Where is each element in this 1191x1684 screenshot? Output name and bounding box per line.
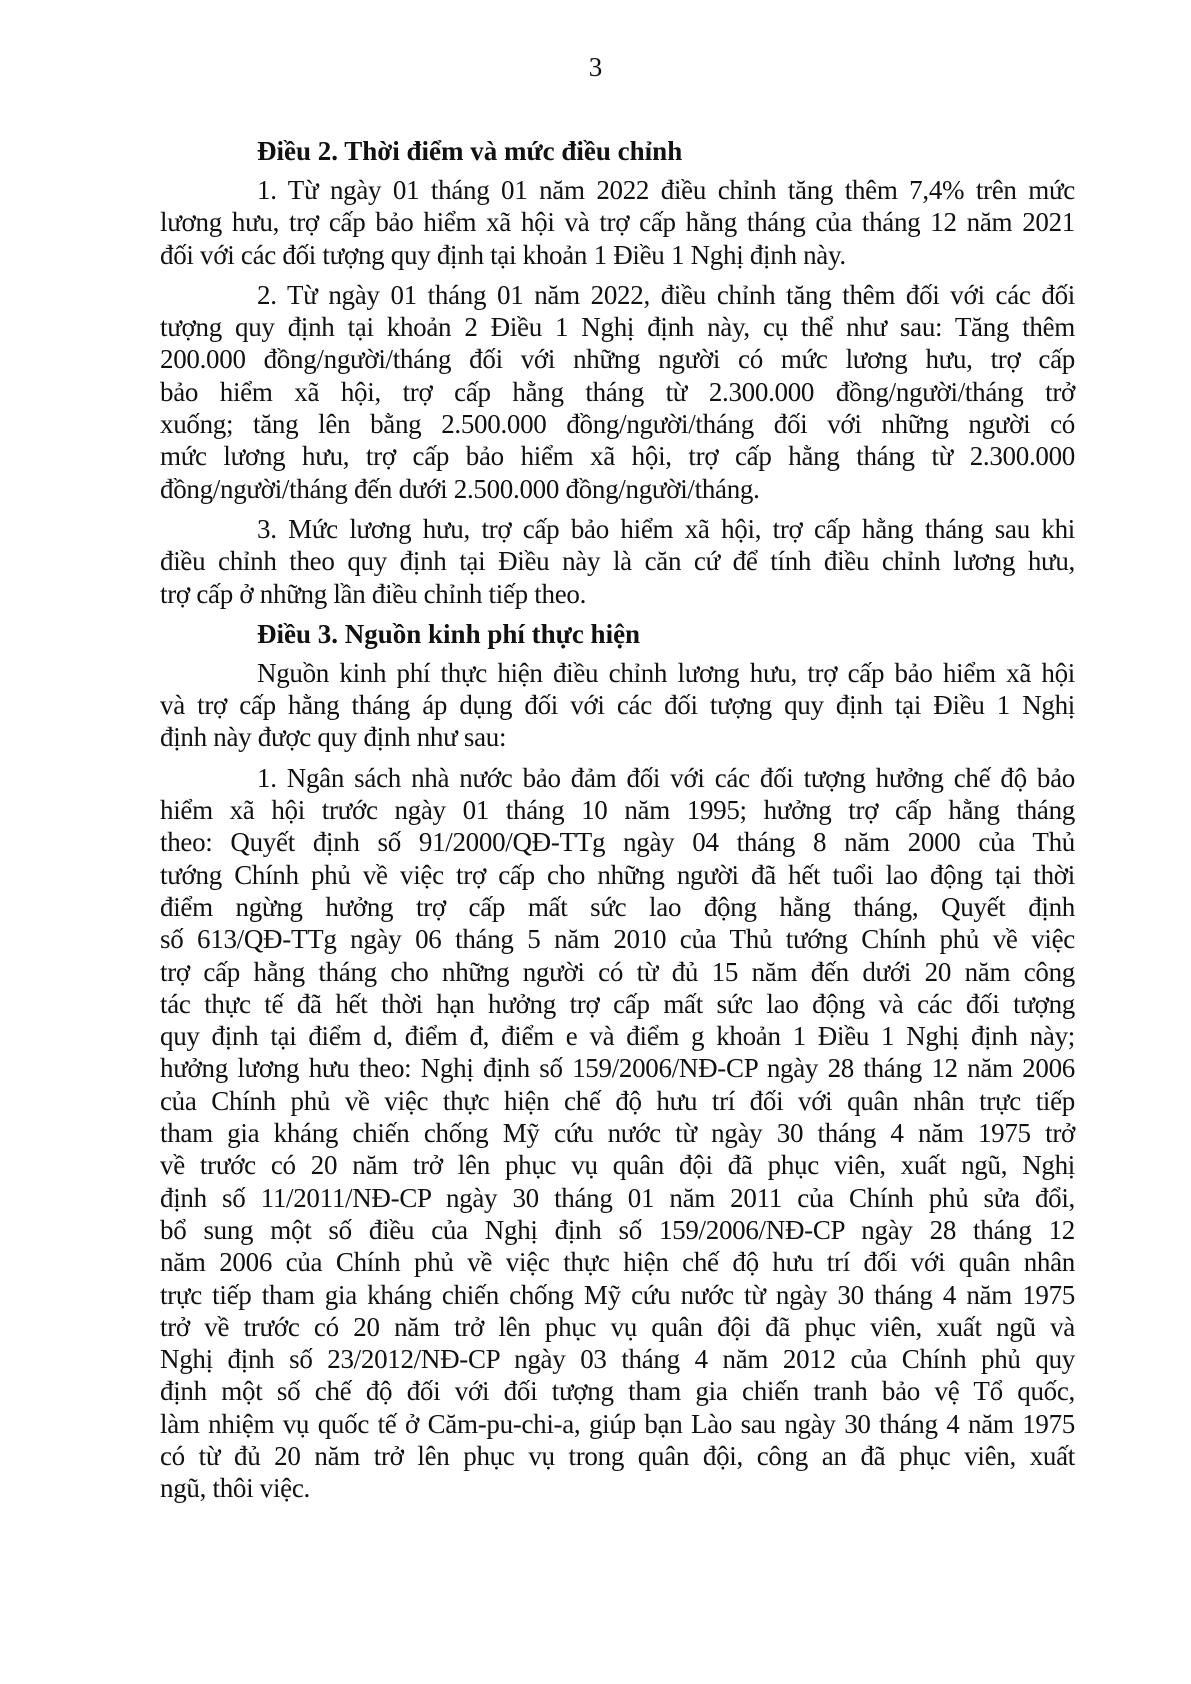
text-line: có từ đủ 20 năm trở lên phục vụ trong quân đội, công an đã phục viên, xuất: [160, 1440, 1075, 1471]
paragraph: [160, 657, 1075, 754]
paragraph: [160, 762, 1075, 1505]
text-line: tướng Chính phủ về việc trợ cấp cho những người đã hết tuổi lao động tại thời: [160, 859, 1075, 890]
text-line: 3. Mức lương hưu, trợ cấp bảo hiểm xã hội, trợ cấp hằng tháng sau khi: [257, 513, 1075, 544]
paragraph: [160, 174, 1075, 271]
text-line: và trợ cấp hằng tháng áp dụng đối với các đối tượng quy định tại Điều 1 Nghị: [160, 690, 1075, 721]
text-line: 1. Ngân sách nhà nước bảo đảm đối với các đối tượng hưởng chế độ bảo: [257, 762, 1075, 793]
text-line: định số 11/2011/NĐ-CP ngày 30 tháng 01 năm 2011 của Chính phủ sửa đổi,: [160, 1182, 1075, 1213]
text-line: trở về trước có 20 năm trở lên phục vụ quân đội đã phục viên, xuất ngũ và: [160, 1311, 1075, 1342]
text-line: năm 2006 của Chính phủ về việc thực hiện chế độ hưu trí đối với quân nhân: [160, 1247, 1075, 1278]
text-line: quy định tại điểm d, điểm đ, điểm e và điểm g khoản 1 Điều 1 Nghị định này;: [160, 1021, 1075, 1052]
text-line: hiểm xã hội trước ngày 01 tháng 10 năm 1995; hưởng trợ cấp hằng tháng: [160, 795, 1075, 826]
text-line: xuống; tăng lên bằng 2.500.000 đồng/người/tháng đối với những người có: [160, 409, 1075, 440]
text-line: tượng quy định tại khoản 2 Điều 1 Nghị định này, cụ thể như sau: Tăng thêm: [160, 312, 1075, 343]
text-line: hưởng lương hưu theo: Nghị định số 159/2006/NĐ-CP ngày 28 tháng 12 năm 2006: [160, 1053, 1075, 1084]
page-number: 3: [588, 52, 603, 82]
text-line: bảo hiểm xã hội, trợ cấp hằng tháng từ 2.300.000 đồng/người/tháng trở: [160, 376, 1075, 407]
paragraph: [160, 513, 1075, 610]
text-line: bổ sung một số điều của Nghị định số 159/2006/NĐ-CP ngày 28 tháng 12: [160, 1214, 1075, 1245]
text-line: định này được quy định như sau:: [160, 722, 507, 753]
text-line: điều chỉnh theo quy định tại Điều này là căn cứ để tính điều chỉnh lương hưu,: [160, 546, 1075, 577]
text-line: 200.000 đồng/người/tháng đối với những người có mức lương hưu, trợ cấp: [160, 344, 1075, 375]
text-line: 2. Từ ngày 01 tháng 01 năm 2022, điều chỉnh tăng thêm đối với các đối: [257, 279, 1075, 310]
paragraph: [160, 279, 1075, 505]
article-heading: Điều 3. Nguồn kinh phí thực hiện: [257, 618, 641, 649]
text-line: trợ cấp hằng tháng cho những người có từ đủ 15 năm đến dưới 20 năm công: [160, 956, 1075, 987]
text-line: theo: Quyết định số 91/2000/QĐ-TTg ngày 04 tháng 8 năm 2000 của Thủ: [160, 827, 1075, 858]
text-line: đối với các đối tượng quy định tại khoản 1 Điều 1 Nghị định này.: [160, 239, 846, 270]
text-line: làm nhiệm vụ quốc tế ở Căm-pu-chi-a, giúp bạn Lào sau ngày 30 tháng 4 năm 1975: [160, 1408, 1075, 1439]
text-line: 1. Từ ngày 01 tháng 01 năm 2022 điều chỉnh tăng thêm 7,4% trên mức: [257, 175, 1075, 205]
text-line: Nguồn kinh phí thực hiện điều chỉnh lương hưu, trợ cấp bảo hiểm xã hội: [257, 657, 1075, 688]
text-line: tác thực tế đã hết thời hạn hưởng trợ cấp mất sức lao động và các đối tượng: [160, 988, 1075, 1019]
article-heading: Điều 2. Thời điểm và mức điều chỉnh: [257, 136, 683, 166]
text-line: trợ cấp ở những lần điều chỉnh tiếp theo.: [160, 578, 587, 609]
text-line: điểm ngừng hưởng trợ cấp mất sức lao động hằng tháng, Quyết định: [160, 891, 1075, 922]
text-line: của Chính phủ về việc thực hiện chế độ hưu trí đối với quân nhân trực tiếp: [160, 1085, 1075, 1116]
document-body: [160, 135, 1075, 1513]
article-3: [160, 618, 1075, 1505]
text-line: tham gia kháng chiến chống Mỹ cứu nước từ ngày 30 tháng 4 năm 1975 trở: [160, 1118, 1075, 1149]
text-line: Nghị định số 23/2012/NĐ-CP ngày 03 tháng 4 năm 2012 của Chính phủ quy: [160, 1344, 1075, 1375]
text-line: lương hưu, trợ cấp bảo hiểm xã hội và trợ cấp hằng tháng của tháng 12 năm 2021: [160, 207, 1075, 238]
text-line: định một số chế độ đối với đối tượng tham gia chiến tranh bảo vệ Tổ quốc,: [160, 1376, 1075, 1407]
article-2: [160, 135, 1075, 610]
text-line: ngũ, thôi việc.: [160, 1473, 310, 1504]
text-line: số 613/QĐ-TTg ngày 06 tháng 5 năm 2010 của Thủ tướng Chính phủ về việc: [160, 924, 1075, 955]
text-line: đồng/người/tháng đến dưới 2.500.000 đồng/người/tháng.: [160, 473, 760, 504]
text-line: trực tiếp tham gia kháng chiến chống Mỹ cứu nước từ ngày 30 tháng 4 năm 1975: [160, 1279, 1075, 1310]
text-line: về trước có 20 năm trở lên phục vụ quân đội đã phục viên, xuất ngũ, Nghị: [160, 1150, 1075, 1181]
text-line: mức lương hưu, trợ cấp bảo hiểm xã hội, trợ cấp hằng tháng từ 2.300.000: [160, 441, 1075, 472]
